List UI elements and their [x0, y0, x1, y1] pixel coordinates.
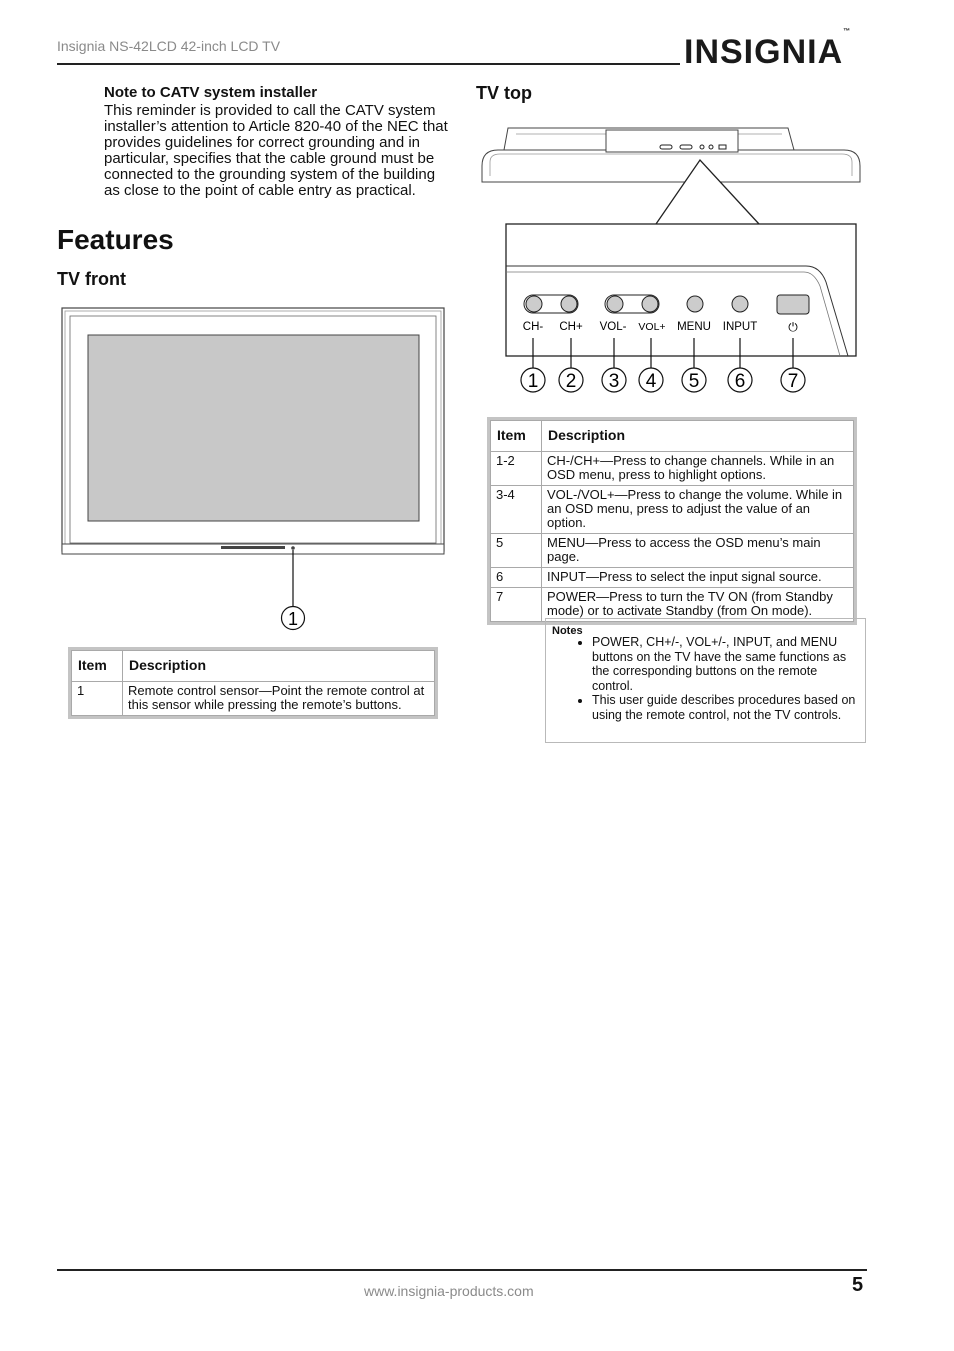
- catv-note-title: Note to CATV system installer: [104, 84, 318, 101]
- callout-label-4: 4: [645, 371, 657, 392]
- table-row: [491, 588, 854, 622]
- vol-plus-button: [642, 296, 658, 312]
- tv-top-table: [490, 420, 854, 622]
- tv-front-logo-bar: [221, 546, 285, 549]
- label-vol-plus: VOL+: [638, 321, 666, 333]
- features-heading: Features: [57, 224, 174, 255]
- label-ch-minus: CH-: [522, 321, 544, 333]
- callout-label-6: 6: [734, 371, 746, 392]
- description-cell: CH-/CH+—Press to change channels. While in an OSD menu, press to highlight options.: [542, 452, 854, 486]
- tv-top-table-wrap: [487, 417, 857, 625]
- callout-label-3: 3: [608, 371, 620, 392]
- description-cell: Remote control sensor—Point the remote control at this sensor while pressing the remote’s buttons.: [123, 682, 435, 716]
- label-input: INPUT: [722, 321, 758, 333]
- table-header-row: [72, 651, 435, 682]
- description-cell: MENU—Press to access the OSD menu’s main page.: [542, 534, 854, 568]
- header-rule: [57, 63, 680, 65]
- page-number: 5: [852, 1274, 864, 1296]
- zoom-box: [506, 224, 856, 356]
- tv-top-heading: TV top: [476, 83, 532, 103]
- table-row: [491, 534, 854, 568]
- label-menu: MENU: [677, 321, 711, 333]
- description-cell: POWER—Press to turn the TV ON (from Standby mode) or to activate Standby (from On mode).: [542, 588, 854, 622]
- item-cell: 6: [491, 568, 542, 588]
- notes-list: [546, 635, 860, 722]
- running-header: Insignia NS-42LCD 42-inch LCD TV: [57, 38, 281, 54]
- table-row: [491, 486, 854, 534]
- menu-button: [687, 296, 703, 312]
- tv-front-callout-label: 1: [287, 609, 299, 629]
- tv-front-screen: [88, 335, 419, 521]
- callout-label-2: 2: [565, 371, 577, 392]
- column-header-item: Item: [72, 651, 123, 682]
- ch-plus-button: [561, 296, 577, 312]
- tv-front-heading: TV front: [57, 269, 126, 289]
- input-button: [732, 296, 748, 312]
- notes-title: Notes: [552, 625, 583, 637]
- logo-tm: ™: [843, 27, 851, 35]
- insignia-logo: [684, 27, 851, 72]
- power-icon: ⏻: [788, 320, 798, 334]
- column-header-description: Description: [542, 421, 854, 452]
- list-item: • This user guide describes procedures based on using the remote control, not the TV controls.: [592, 693, 860, 722]
- item-cell: 1-2: [491, 452, 542, 486]
- item-cell: 7: [491, 588, 542, 622]
- ch-minus-button: [526, 296, 542, 312]
- table-header-row: [491, 421, 854, 452]
- label-ch-plus: CH+: [559, 321, 583, 333]
- description-cell: INPUT—Press to select the input signal source.: [542, 568, 854, 588]
- catv-note-body: This reminder is provided to call the CATV system installer’s attention to Article 820-40 of the NEC that provides guidelines for correct grounding and in particular, specifies that the cable ground must be connected to the grounding system of the building as close to the point of cable entry as practical.: [104, 102, 448, 199]
- description-cell: VOL-/VOL+—Press to change the volume. While in an OSD menu, press to adjust the value of an option.: [542, 486, 854, 534]
- item-cell: 1: [72, 682, 123, 716]
- vol-minus-button: [607, 296, 623, 312]
- tv-top-illustration: [476, 120, 866, 400]
- list-item: • POWER, CH+/-, VOL+/-, INPUT, and MENU buttons on the TV have the same functions as the corresponding buttons on the remote control.: [592, 635, 860, 693]
- callout-label-1: 1: [527, 371, 539, 392]
- label-vol-minus: VOL-: [599, 321, 627, 333]
- item-cell: 3-4: [491, 486, 542, 534]
- notes-box: [545, 618, 866, 743]
- footer-url: www.insignia-products.com: [364, 1283, 534, 1299]
- table-row: [72, 682, 435, 716]
- callout-label-5: 5: [688, 371, 700, 392]
- item-cell: 5: [491, 534, 542, 568]
- tv-top-body: [482, 150, 860, 182]
- table-row: [491, 452, 854, 486]
- tv-front-table: [71, 650, 435, 716]
- remote-sensor-dot: [291, 546, 295, 550]
- tv-front-table-wrap: [68, 647, 438, 719]
- power-button: [777, 295, 809, 314]
- tv-front-illustration: [55, 305, 455, 640]
- table-row: [491, 568, 854, 588]
- footer-rule: [57, 1269, 867, 1271]
- callout-label-7: 7: [787, 371, 799, 392]
- column-header-description: Description: [123, 651, 435, 682]
- logo-text: INSIGNIA: [684, 33, 844, 71]
- column-header-item: Item: [491, 421, 542, 452]
